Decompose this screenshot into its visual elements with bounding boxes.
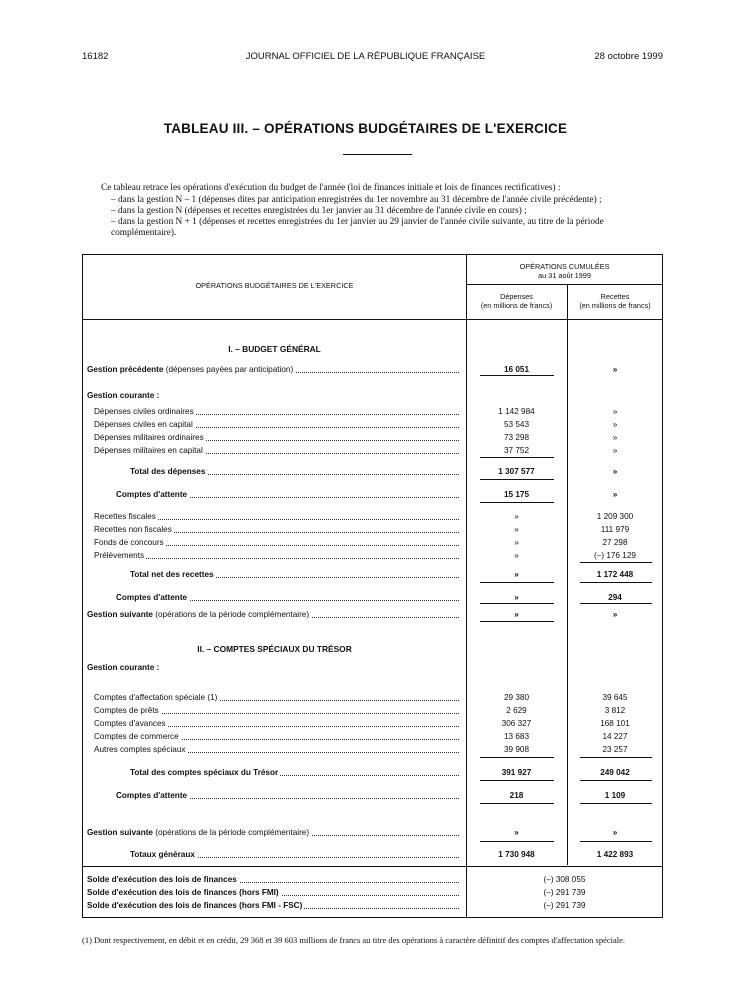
row-label xyxy=(87,364,459,375)
value-depenses: 16 051 xyxy=(503,365,530,374)
row-label-attente: Comptes d'attente xyxy=(116,592,459,603)
issue-date: 28 octobre 1999 xyxy=(594,51,663,62)
title-rule xyxy=(343,154,412,155)
value-recettes: » xyxy=(612,446,618,455)
header-recettes xyxy=(567,293,663,310)
underline xyxy=(480,582,554,583)
underline xyxy=(480,621,554,622)
value-depenses: » xyxy=(514,828,519,837)
intro-lead: Ce tableau retrace les opérations d'exécution du budget de l'année (loi de finances initiale et lois de finances rectificatives) : xyxy=(101,183,561,193)
value-depenses: 13 683 xyxy=(503,732,530,741)
value-recettes: (–) 176 129 xyxy=(594,551,636,560)
row-label-rest: (opérations de la période complémentaire) xyxy=(152,828,310,837)
value-depenses: » xyxy=(514,593,519,602)
underline xyxy=(580,562,652,563)
journal-title: JOURNAL OFFICIEL DE LA RÉPUBLIQUE FRANÇAISE xyxy=(245,51,486,62)
row-label-bold: Gestion suivante xyxy=(87,828,153,837)
header-group xyxy=(466,263,663,280)
row-label-total: Total net des recettes xyxy=(130,569,459,580)
underline xyxy=(580,780,652,781)
value-depenses: 53 543 xyxy=(503,420,530,429)
row-label: Recettes fiscales xyxy=(94,511,459,522)
value-depenses: » xyxy=(514,570,519,579)
row-label-solde: Solde d'exécution des lois de finances (hors FMI) xyxy=(87,887,459,898)
row-label: Comptes de prêts xyxy=(94,705,459,716)
header-divider xyxy=(466,284,662,285)
underline xyxy=(580,757,652,758)
underline xyxy=(580,803,652,804)
value-depenses: 2 629 xyxy=(506,706,527,715)
value-recettes: 14 227 xyxy=(602,732,628,741)
section-title: I. – BUDGET GÉNÉRAL xyxy=(228,344,321,354)
underline xyxy=(480,780,554,781)
section-title: II. – COMPTES SPÉCIAUX DU TRÉSOR xyxy=(197,644,352,654)
row-label xyxy=(87,827,459,838)
intro-item: – dans la gestion N (dépenses et recettes enregistrées du 1er janvier au 31 décembre de l'année civile en cours) ; xyxy=(111,206,527,216)
value-recettes: » xyxy=(612,420,618,429)
value-solde: (–) 308 055 xyxy=(543,875,586,884)
page-number: 16182 xyxy=(82,51,109,62)
value-recettes: 1 422 893 xyxy=(596,850,634,859)
value-recettes: » xyxy=(612,828,618,837)
value-depenses: 39 908 xyxy=(503,745,530,754)
underline xyxy=(480,502,554,503)
underline xyxy=(580,582,652,583)
value-recettes: 111 979 xyxy=(600,525,630,534)
value-recettes: » xyxy=(612,365,618,374)
underline xyxy=(580,841,652,842)
row-label-solde: Solde d'exécution des lois de finances (hors FMI - FSC) xyxy=(87,900,459,911)
row-label xyxy=(87,609,459,620)
value-solde: (–) 291 739 xyxy=(543,901,586,910)
value-depenses: » xyxy=(514,538,519,547)
value-depenses: 73 298 xyxy=(503,433,530,442)
value-depenses: 15 175 xyxy=(503,490,530,499)
underline xyxy=(480,803,554,804)
underline xyxy=(480,457,554,458)
row-label: Autres comptes spéciaux xyxy=(94,744,459,755)
row-label: Dépenses civiles ordinaires xyxy=(94,406,459,417)
row-label-total: Totaux généraux xyxy=(130,849,459,860)
value-depenses: » xyxy=(514,525,519,534)
header-bottom xyxy=(83,319,662,320)
row-label-rest: (opérations de la période complémentaire) xyxy=(152,610,310,619)
header-recettes-line2: (en millions de francs) xyxy=(579,300,651,310)
value-depenses: 391 927 xyxy=(501,768,532,777)
value-recettes: 39 645 xyxy=(602,693,628,702)
row-label-solde: Solde d'exécution des lois de finances xyxy=(87,874,459,885)
value-depenses: 29 380 xyxy=(503,693,530,702)
row-label: Dépenses civiles en capital xyxy=(94,419,459,430)
intro-item: – dans la gestion N + 1 (dépenses et recettes enregistrées du 1er janvier au 29 janvier de l'année civile suivante, au titre de la période complémentaire). xyxy=(111,217,604,238)
header-depenses xyxy=(466,293,567,310)
value-recettes: 3 812 xyxy=(604,706,626,715)
row-label-rest: (dépenses payées par anticipation) xyxy=(163,365,294,374)
value-depenses: 1 730 948 xyxy=(498,850,535,859)
value-recettes: 249 042 xyxy=(600,768,630,777)
row-label-total: Total des dépenses xyxy=(130,466,459,477)
row-label: Dépenses militaires ordinaires xyxy=(94,432,459,443)
page-title: TABLEAU III. – OPÉRATIONS BUDGÉTAIRES DE L'EXERCICE xyxy=(163,121,568,136)
solde-divider xyxy=(83,866,662,867)
value-recettes: » xyxy=(612,467,618,476)
value-recettes: » xyxy=(612,490,618,499)
header-recettes-line1: Recettes xyxy=(600,292,630,301)
value-depenses: 218 xyxy=(509,791,524,800)
row-label: Comptes d'avances xyxy=(94,718,459,729)
underline xyxy=(480,841,554,842)
header-depenses-line1: Dépenses xyxy=(500,292,533,301)
value-recettes: 168 101 xyxy=(600,719,630,728)
value-depenses: 1 307 577 xyxy=(498,467,535,476)
value-depenses: 1 142 984 xyxy=(498,407,535,416)
value-depenses: » xyxy=(514,610,519,619)
underline xyxy=(480,603,554,604)
row-label: Comptes d'affectation spéciale (1) xyxy=(94,692,459,703)
row-label-attente: Comptes d'attente xyxy=(116,489,459,500)
value-recettes: 1 209 300 xyxy=(596,512,634,521)
value-recettes: » xyxy=(612,610,618,619)
subsection-label: Gestion courante : xyxy=(87,391,160,400)
value-depenses: 306 327 xyxy=(501,719,532,728)
row-label-bold: Gestion suivante xyxy=(87,610,153,619)
header-label-col: OPÉRATIONS BUDGÉTAIRES DE L'EXERCICE xyxy=(195,281,354,290)
header-group-line2: au 31 août 1999 xyxy=(538,270,591,280)
value-recettes: 1 109 xyxy=(604,791,626,800)
value-solde: (–) 291 739 xyxy=(543,888,586,897)
header-depenses-line2: (en millions de francs) xyxy=(480,300,553,310)
value-recettes: 1 172 448 xyxy=(596,570,634,579)
underline xyxy=(580,603,652,604)
row-label: Recettes non fiscales xyxy=(94,524,459,535)
value-recettes: » xyxy=(612,433,618,442)
budget-table xyxy=(82,254,663,918)
value-depenses: » xyxy=(514,551,519,560)
row-label-bold: Gestion précédente xyxy=(87,365,164,374)
row-label: Comptes de commerce xyxy=(94,731,459,742)
value-recettes: 27 298 xyxy=(602,538,628,547)
header-group-line1: OPÉRATIONS CUMULÉES xyxy=(519,262,610,271)
row-label: Prélèvements xyxy=(94,550,459,561)
subsection-label: Gestion courante : xyxy=(87,663,160,672)
row-label-attente: Comptes d'attente xyxy=(116,790,459,801)
intro-item: – dans la gestion N – 1 (dépenses dites par anticipation enregistrées du 1er novembre au 31 décembre de l'année civile précédente) ; xyxy=(111,195,602,205)
row-label: Fonds de concours xyxy=(94,537,459,548)
value-recettes: 23 257 xyxy=(602,745,628,754)
row-label-total: Total des comptes spéciaux du Trésor xyxy=(130,767,459,778)
col-divider xyxy=(466,255,467,917)
footnote: (1) Dont respectivement, en débit et en crédit, 29 368 et 39 603 millions de francs au titre des opérations à caractère définitif des comptes d'affectation spéciale. xyxy=(82,935,626,945)
underline xyxy=(480,757,554,758)
value-recettes: 294 xyxy=(608,593,622,602)
value-recettes: » xyxy=(612,407,618,416)
value-depenses: 37 752 xyxy=(503,446,530,455)
underline xyxy=(480,375,554,376)
underline xyxy=(480,479,554,480)
row-label: Dépenses militaires en capital xyxy=(94,445,459,456)
value-depenses: » xyxy=(514,512,519,521)
